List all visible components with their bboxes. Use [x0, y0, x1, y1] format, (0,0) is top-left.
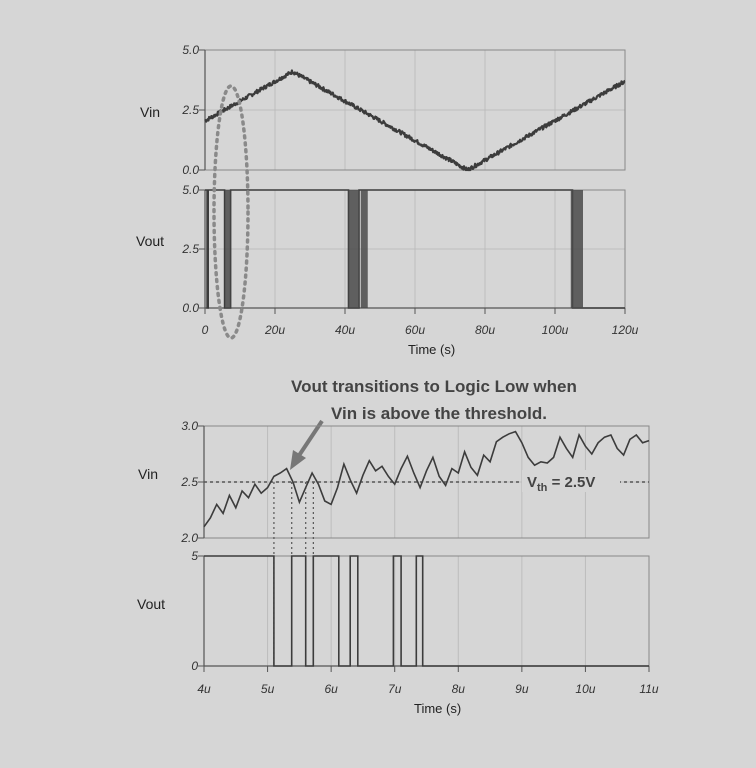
top-ytick-label: 2.5: [182, 103, 199, 117]
bottom-xtick-label: 5u: [260, 682, 275, 696]
transition-markers: [274, 482, 313, 666]
bottom-axes: [180, 419, 659, 696]
bottom-grid: [204, 426, 649, 666]
top-xtick-label: 80u: [474, 323, 496, 337]
bottom-series-1-0: [204, 556, 649, 666]
top-xtick-label: 100u: [541, 323, 569, 337]
top-switch-band: [361, 190, 368, 308]
bottom-ytick-label: 2.5: [181, 475, 198, 489]
annotation: [290, 377, 577, 470]
bottom-ytick-label: 3.0: [181, 419, 198, 433]
bottom-traces: [204, 432, 649, 666]
top-switch-band: [225, 190, 231, 308]
annotation-arrow: [290, 421, 322, 470]
top-ytick-label: 0.0: [182, 301, 199, 315]
annotation-line-1: Vout transitions to Logic Low when: [291, 377, 577, 396]
top-grid: [205, 50, 625, 308]
bottom-chart: [137, 419, 659, 716]
top-ytick-label: 5.0: [182, 43, 199, 57]
top-vin-ylabel: Vin: [140, 104, 160, 120]
bottom-xtick-label: 10u: [575, 682, 596, 696]
bottom-xtick-label: 7u: [388, 682, 402, 696]
bottom-xtick-label: 8u: [451, 682, 465, 696]
top-xtick-label: 60u: [404, 323, 426, 337]
bottom-xtick-label: 6u: [324, 682, 338, 696]
top-xtick-label: 0: [201, 323, 209, 337]
top-ytick-label: 2.5: [182, 242, 199, 256]
bottom-xtick-label: 11u: [639, 682, 659, 696]
bottom-vout-ylabel: Vout: [137, 596, 166, 612]
top-xtick-label: 20u: [264, 323, 286, 337]
threshold-label: $V_{th} = 2.5V$: [527, 474, 596, 494]
bottom-vin-ylabel: Vin: [138, 466, 158, 482]
top-xtick-label: 120u: [611, 323, 639, 337]
top-ytick-label: 0.0: [182, 163, 199, 177]
top-vout-ylabel: Vout: [136, 233, 165, 249]
annotation-line-2: Vin is above the threshold.: [331, 404, 548, 423]
top-xtick-label: 40u: [334, 323, 356, 337]
top-ytick-label: 5.0: [182, 183, 199, 197]
top-switch-band: [349, 190, 360, 308]
top-xlabel: Time (s): [408, 342, 456, 357]
bottom-ytick-label: 0: [191, 659, 198, 673]
bottom-xlabel: Time (s): [414, 701, 462, 716]
bottom-ytick-label: 5: [191, 549, 198, 563]
bottom-ytick-label: 2.0: [181, 531, 198, 545]
top-chart: [136, 43, 639, 357]
bottom-vout-frame: [204, 556, 649, 666]
bottom-xtick-label: 9u: [515, 682, 529, 696]
bottom-xtick-label: 4u: [197, 682, 211, 696]
top-switch-band: [571, 190, 583, 308]
